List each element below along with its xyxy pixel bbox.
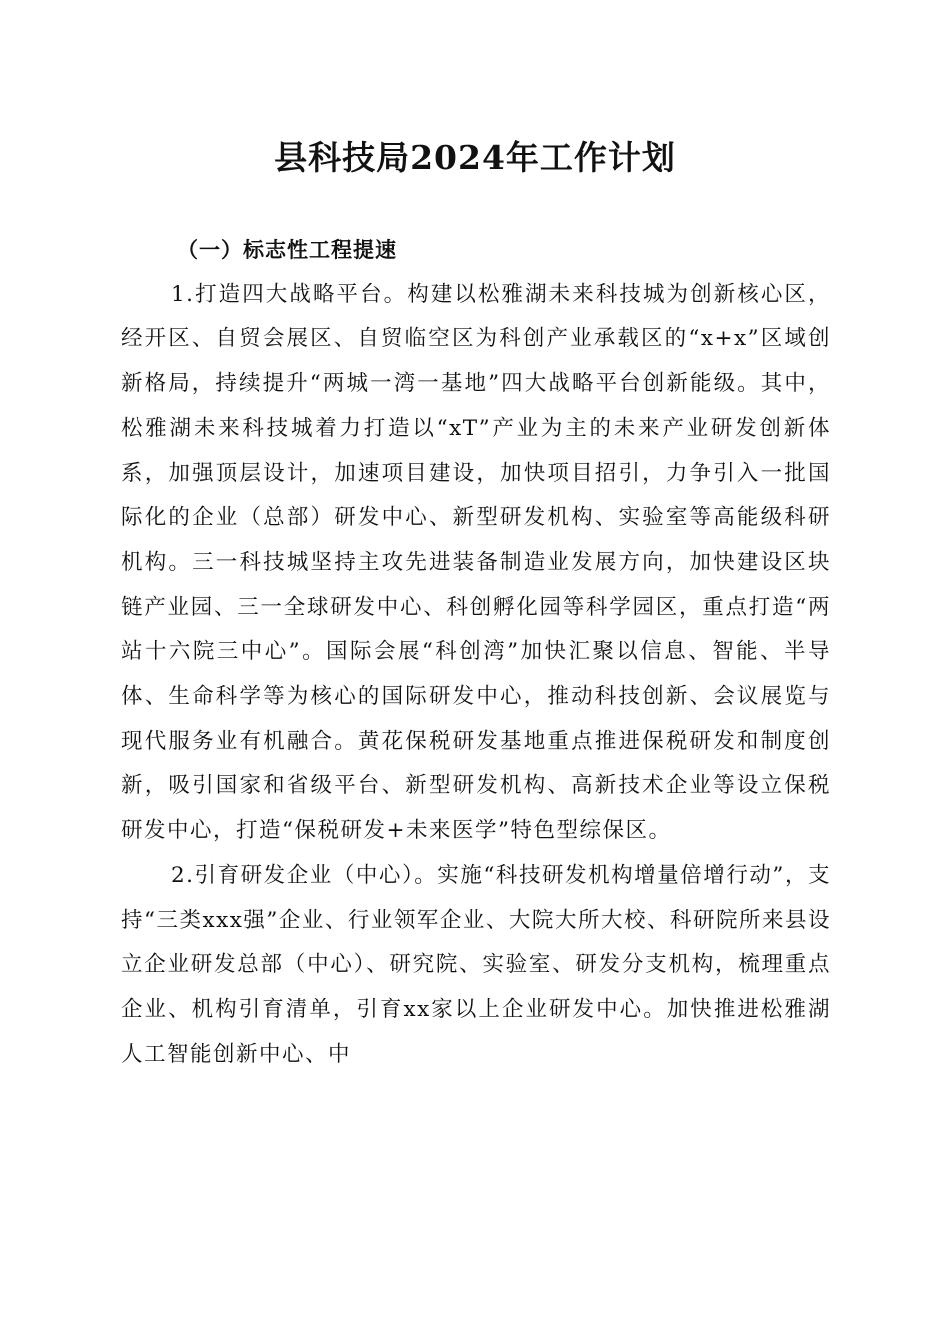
document-title: 县科技局2024年工作计划 xyxy=(274,138,676,177)
paragraph-2: 2.引育研发企业（中心）。实施“科技研发机构增量倍增行动”，支持“三类xxx强”企业、行业领军企业、大院大所大校、科研院所来县设立企业研发总部（中心）、研究院、实验室、研发分支机构，梳理重点企业、机构引育清单，引育xx家以上企业研发中心。加快推进松雅湖人工智能创新中心、中 xyxy=(121,862,831,1067)
paragraph-1: 1.打造四大战略平台。构建以松雅湖未来科技城为创新核心区，经开区、自贸会展区、自贸临空区为科创产业承载区的“x+x”区域创新格局，持续提升“两城一湾一基地”四大战略平台创新能级。其中，松雅湖未来科技城着力打造以“xT”产业为主的未来产业研发创新体系，加强顶层设计，加速项目建设，加快项目招引，力争引入一批国际化的企业（总部）研发中心、新型研发机构、实验室等高能级科研机构。三一科技城坚持主攻先进装备制造业发展方向，加快建设区块链产业园、三一全球研发中心、科创孵化园等科学园区，重点打造“两站十六院三中心”。国际会展“科创湾”加快汇聚以信息、智能、半导体、生命科学等为核心的国际研发中心，推动科技创新、会议展览与现代服务业有机融合。黄花保税研发基地重点推进保税研发和制度创新，吸引国家和省级平台、新型研发机构、高新技术企业等设立保税研发中心，打造“保税研发+未来医学”特色型综保区。 xyxy=(121,281,831,844)
document-body xyxy=(121,228,831,1077)
section-heading: （一）标志性工程提速 xyxy=(177,237,397,262)
